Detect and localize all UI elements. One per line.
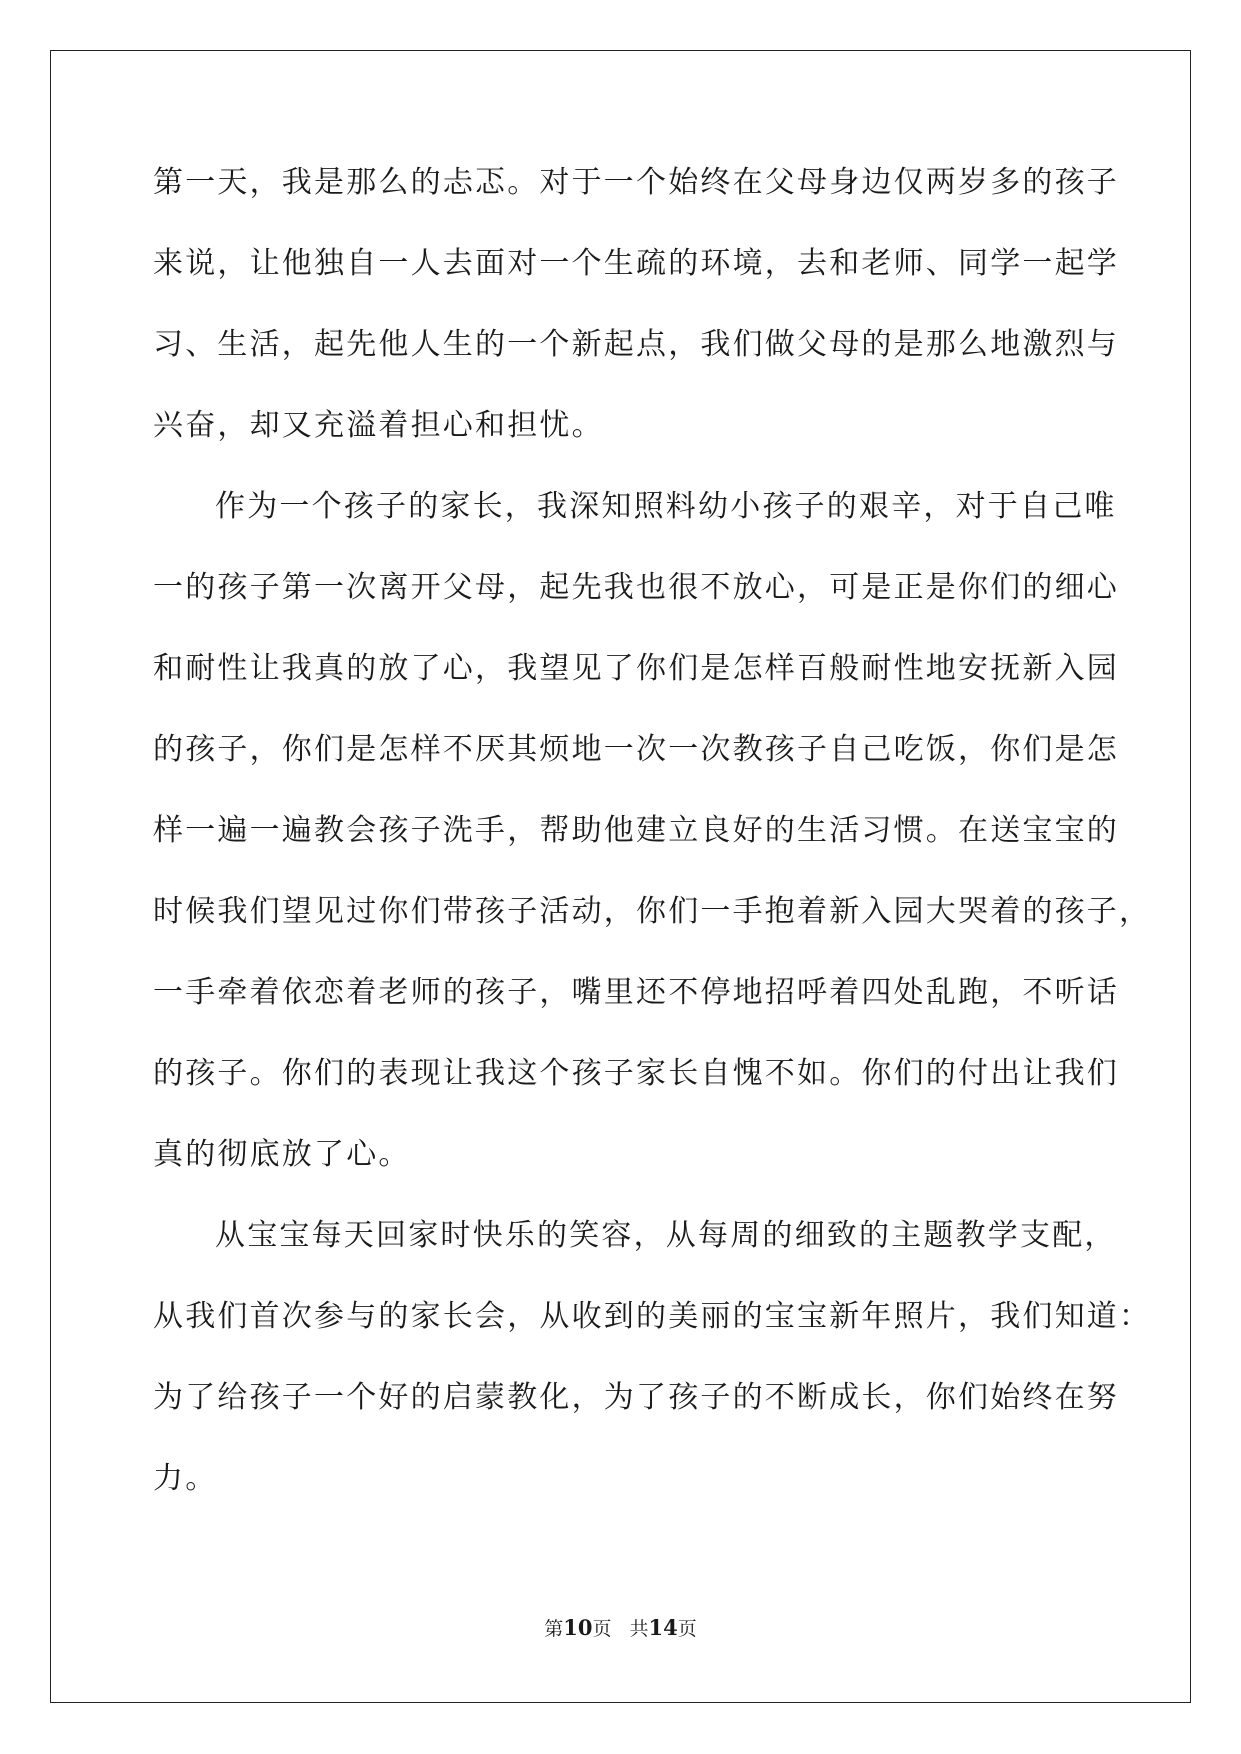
document-body [153,148,1152,1525]
text-line: 时候我们望见过你们带孩子活动，你们一手抱着新入园大哭着的孩子， [153,894,1152,929]
text-line: 一的孩子第一次离开父母，起先我也很不放心，可是正是你们的细心 [153,570,1119,605]
text-line: 第一天，我是那么的忐忑。对于一个始终在父母身边仅两岁多的孩子 [153,165,1119,200]
text-line: 来说，让他独自一人去面对一个生疏的环境，去和老师、同学一起学 [153,246,1119,281]
text-line: 作为一个孩子的家长，我深知照料幼小孩子的艰辛，对于自己唯 [215,489,1117,524]
page-footer [0,1616,1241,1641]
text-line: 力。 [153,1461,218,1496]
text-line: 样一遍一遍教会孩子洗手，帮助他建立良好的生活习惯。在送宝宝的 [153,813,1119,848]
page-number: 10 [563,1615,593,1640]
text-line: 一手牵着依恋着老师的孩子，嘴里还不停地招呼着四处乱跑，不听话 [153,975,1119,1010]
text-line: 和耐性让我真的放了心，我望见了你们是怎样百般耐性地安抚新入园 [153,651,1119,686]
text-line: 的孩子，你们是怎样不厌其烦地一次一次教孩子自己吃饭，你们是怎 [153,732,1119,767]
total-pages: 14 [648,1615,678,1640]
text-line: 为了给孩子一个好的启蒙教化，为了孩子的不断成长，你们始终在努 [153,1380,1119,1415]
text-line: 从宝宝每天回家时快乐的笑容，从每周的细致的主题教学支配， [215,1218,1117,1253]
text-line: 从我们首次参与的家长会，从收到的美丽的宝宝新年照片，我们知道： [153,1299,1152,1334]
page-prefix: 第 [544,1618,564,1640]
text-line: 的孩子。你们的表现让我这个孩子家长自愧不如。你们的付出让我们 [153,1056,1119,1091]
total-suffix: 页 [677,1618,697,1640]
total-prefix: 共 [629,1618,649,1640]
text-line: 兴奋，却又充溢着担心和担忧。 [153,408,604,443]
page-suffix: 页 [592,1618,612,1640]
text-line: 习、生活，起先他人生的一个新起点，我们做父母的是那么地激烈与 [153,327,1119,362]
text-line: 真的彻底放了心。 [153,1137,411,1172]
